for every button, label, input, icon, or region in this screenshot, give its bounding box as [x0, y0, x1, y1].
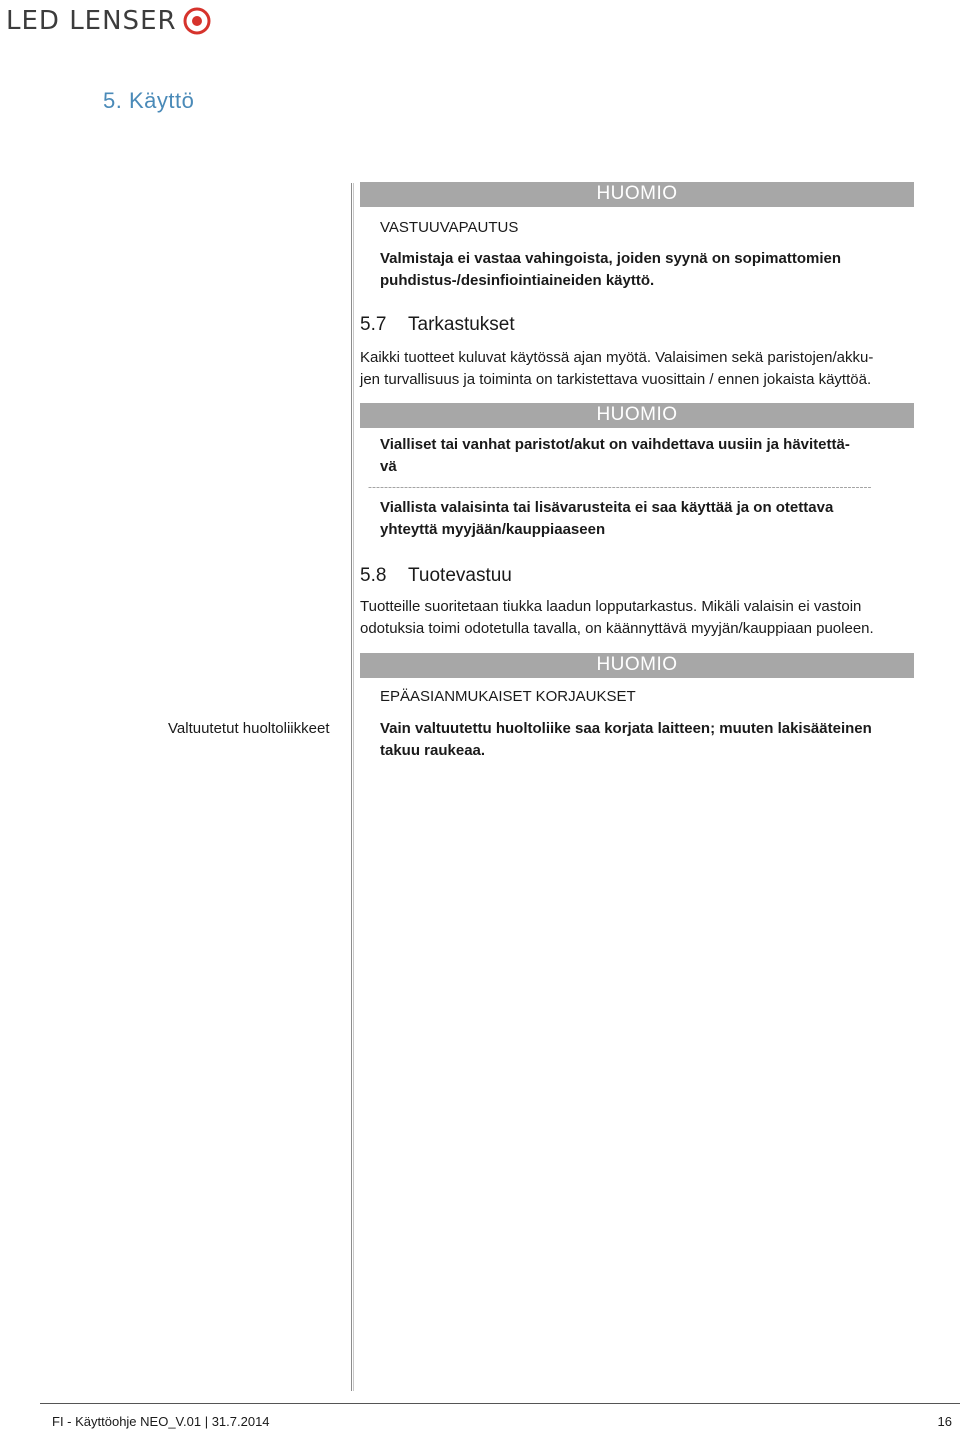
body-text-line: jen turvallisuus ja toiminta on tarkistettava vuosittain / ennen jokaista käyttöä. — [360, 371, 872, 388]
page-title: 5. Käyttö — [103, 88, 195, 113]
notice-banner-label: HUOMIO — [596, 183, 678, 204]
section-title: Tarkastukset — [408, 314, 515, 335]
notice-text-line: Viallista valaisinta tai lisävarusteita ei saa käyttää ja on otettava — [380, 499, 834, 516]
notice-text-line: Vain valtuutettu huoltoliike saa korjata laitteen; muuten lakisääteinen — [380, 720, 872, 737]
brand-logo — [6, 4, 211, 38]
notice-text-line: Valmistaja ei vastaa vahingoista, joiden syynä on sopimattomien — [380, 250, 841, 267]
dashed-separator: ------------------------------------------------------------------------------------------------------------------------------ — [368, 480, 872, 488]
side-label: Valtuutetut huoltoliikkeet — [168, 720, 330, 737]
notice-text-line: puhdistus-/desinfiointiaineiden käyttö. — [380, 272, 655, 289]
notice-banner — [360, 653, 914, 678]
section-title: Tuotevastuu — [408, 565, 512, 586]
footer-rule — [40, 1403, 960, 1404]
notice-heading: VASTUUVAPAUTUS — [380, 219, 519, 236]
notice-text-line: Vialliset tai vanhat paristot/akut on vaihdettava uusiin ja hävitettä- — [380, 436, 850, 453]
body-text-line: Tuotteille suoritetaan tiukka laadun lopputarkastus. Mikäli valaisin ei vastoin — [360, 598, 862, 615]
body-text-line: Kaikki tuotteet kuluvat käytössä ajan myötä. Valaisimen sekä paristojen/akku- — [360, 349, 874, 366]
notice-banner — [360, 403, 914, 428]
section-heading — [360, 314, 515, 336]
section-number: 5.7 — [360, 314, 387, 335]
notice-banner-label: HUOMIO — [596, 654, 678, 675]
logo-wordmark: LED LENSER — [6, 6, 177, 36]
logo-circle-icon — [183, 7, 211, 35]
notice-text-line: yhteyttä myyjään/kauppiaaseen — [380, 521, 606, 538]
notice-heading: EPÄASIANMUKAISET KORJAUKSET — [380, 688, 636, 705]
notice-text-line: vä — [380, 458, 397, 475]
notice-banner-label: HUOMIO — [596, 404, 678, 425]
body-text-line: odotuksia toimi odotetulla tavalla, on käännyttävä myyjän/kauppiaan puoleen. — [360, 620, 874, 637]
notice-text-line: takuu raukeaa. — [380, 742, 486, 759]
footer-document-info: FI - Käyttöohje NEO_V.01 | 31.7.2014 — [52, 1414, 270, 1429]
column-divider-shadow — [353, 183, 354, 1391]
page-number: 16 — [937, 1414, 952, 1429]
section-number: 5.8 — [360, 565, 387, 586]
section-heading — [360, 565, 512, 587]
notice-banner — [360, 182, 914, 207]
column-divider — [351, 183, 352, 1391]
